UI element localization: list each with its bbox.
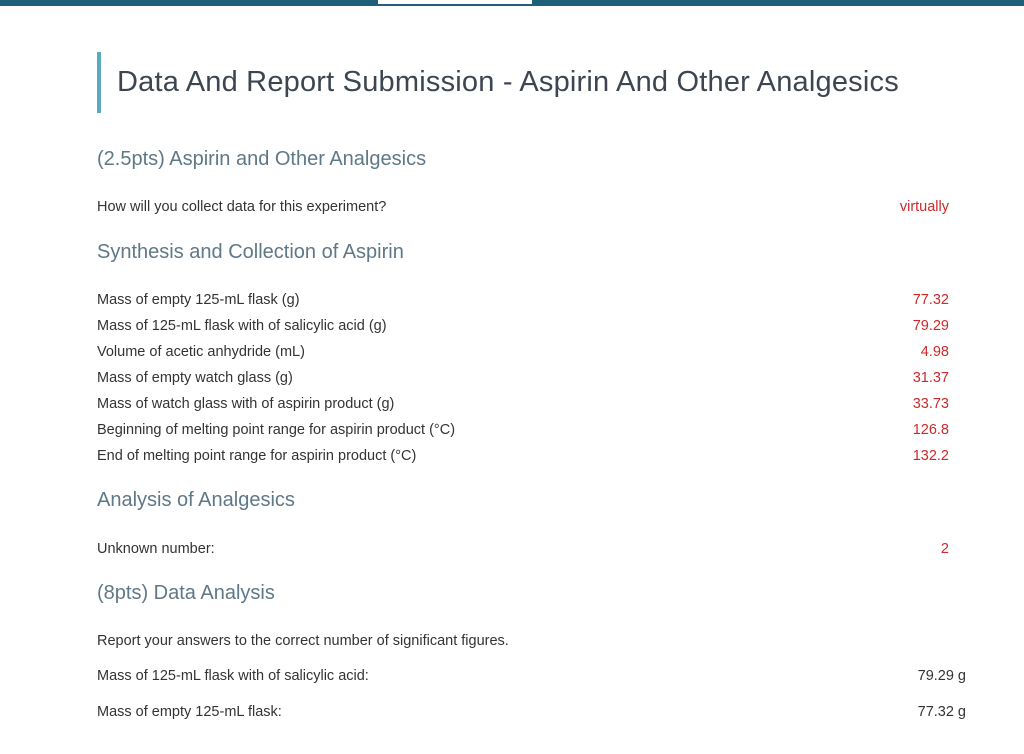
section-title-synthesis: Synthesis and Collection of Aspirin — [97, 241, 404, 263]
row-value: 33.73 — [912, 396, 949, 412]
answer-row — [97, 665, 966, 687]
page-title: Data And Report Submission - Aspirin And Other Analgesics — [117, 66, 899, 98]
data-row-unknown-number — [97, 538, 949, 560]
row-value: 31.37 — [912, 370, 949, 386]
answer-value-group — [918, 668, 966, 684]
answer-row — [97, 701, 966, 723]
data-row-collection-method — [97, 196, 949, 218]
row-label: Mass of 125-mL flask with of salicylic acid (g) — [97, 318, 387, 334]
row-label: Unknown number: — [97, 541, 215, 557]
answer-unit: g — [957, 704, 966, 720]
row-value: 126.8 — [912, 422, 949, 438]
data-row — [97, 315, 949, 337]
answer-label: Mass of 125-mL flask with of salicylic acid: — [97, 668, 369, 684]
row-label: Mass of empty 125-mL flask (g) — [97, 292, 300, 308]
row-label: End of melting point range for aspirin product (°C) — [97, 448, 417, 464]
answer-value-group — [918, 704, 966, 720]
section-title-aspirin-analgesics: (2.5pts) Aspirin and Other Analgesics — [97, 148, 427, 170]
data-row — [97, 419, 949, 441]
row-value: 2 — [940, 541, 949, 557]
row-label: Mass of watch glass with of aspirin product (g) — [97, 396, 395, 412]
answer-label: Mass of empty 125-mL flask: — [97, 704, 282, 720]
page-title-block — [97, 52, 899, 113]
row-label: Mass of empty watch glass (g) — [97, 370, 293, 386]
active-tab-indicator — [378, 0, 532, 4]
instructions-note: Report your answers to the correct number of significant figures. — [97, 633, 509, 649]
answer-value: 77.32 — [917, 704, 954, 720]
section-title-analysis-analgesics: Analysis of Analgesics — [97, 489, 295, 511]
row-value: virtually — [899, 199, 949, 215]
data-row — [97, 341, 949, 363]
section-title-data-analysis: (8pts) Data Analysis — [97, 582, 275, 604]
data-row — [97, 367, 949, 389]
row-value: 4.98 — [920, 344, 949, 360]
row-value: 132.2 — [912, 448, 949, 464]
row-value: 79.29 — [912, 318, 949, 334]
answer-value: 79.29 — [917, 668, 954, 684]
row-value: 77.32 — [912, 292, 949, 308]
row-label: Volume of acetic anhydride (mL) — [97, 344, 305, 360]
data-row — [97, 445, 949, 467]
data-row — [97, 289, 949, 311]
row-label: How will you collect data for this experiment? — [97, 199, 387, 215]
row-label: Beginning of melting point range for aspirin product (°C) — [97, 422, 456, 438]
answer-unit: g — [957, 668, 966, 684]
data-row — [97, 393, 949, 415]
